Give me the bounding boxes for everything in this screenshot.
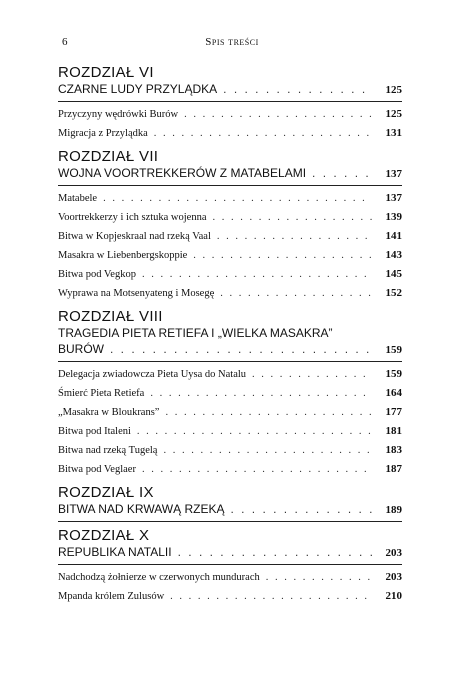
- table-of-contents: [58, 65, 402, 612]
- toc-entry[interactable]: [58, 105, 402, 124]
- toc-entry[interactable]: [58, 365, 402, 384]
- toc-entry[interactable]: [58, 189, 402, 208]
- chapter-rule-divider: [58, 185, 402, 186]
- toc-entry-label: Nadchodzą żołnierze w czerwonych mundurach: [58, 572, 260, 583]
- toc-entry-page-number: 131: [385, 127, 402, 139]
- toc-entry[interactable]: [58, 246, 402, 265]
- toc-entry[interactable]: [58, 460, 402, 479]
- toc-entry-label: Wyprawa na Motsenyateng i Mosegę: [58, 288, 215, 299]
- toc-entry-page-number: 125: [385, 108, 402, 120]
- toc-entry-label: Mpanda królem Zulusów: [58, 591, 165, 602]
- toc-entry-page-number: 139: [385, 211, 402, 223]
- toc-entry[interactable]: [58, 403, 402, 422]
- chapter-rule-divider: [58, 564, 402, 565]
- toc-entry-page-number: 181: [385, 425, 402, 437]
- chapter-number: ROZDZIAŁ VII: [58, 148, 159, 165]
- toc-entry-page-number: 137: [385, 192, 402, 204]
- toc-entry[interactable]: [58, 587, 402, 606]
- toc-entry-label: Śmierć Pieta Retiefa: [58, 388, 145, 399]
- toc-entry[interactable]: [58, 441, 402, 460]
- chapter-section: [58, 149, 402, 303]
- dot-leader: [142, 461, 372, 479]
- dot-leader: [103, 190, 372, 208]
- dot-leader: [252, 366, 372, 384]
- chapter-number: ROZDZIAŁ X: [58, 527, 150, 544]
- toc-entry-page-number: 203: [385, 571, 402, 583]
- dot-leader: [178, 544, 372, 560]
- dot-leader: [266, 569, 372, 587]
- toc-entry-page-number: 145: [385, 268, 402, 280]
- chapter-title: BITWA NAD KRWAWĄ RZEKĄ: [58, 502, 225, 516]
- dot-leader: [165, 404, 372, 422]
- chapter-title: BURÓW: [58, 342, 104, 356]
- toc-entry[interactable]: [58, 384, 402, 403]
- chapter-number: ROZDZIAŁ IX: [58, 484, 154, 501]
- chapter-title-row[interactable]: [58, 341, 402, 358]
- dot-leader: [230, 501, 372, 517]
- chapter-section: [58, 309, 402, 479]
- dot-leader: [110, 341, 372, 357]
- toc-entry-label: Voortrekkerzy i ich sztuka wojenna: [58, 212, 207, 223]
- toc-entry-page-number: 164: [385, 387, 402, 399]
- dot-leader: [312, 165, 372, 181]
- chapter-page-number: 203: [385, 547, 402, 559]
- dot-leader: [193, 247, 372, 265]
- toc-entry[interactable]: [58, 265, 402, 284]
- toc-entry[interactable]: [58, 568, 402, 587]
- dot-leader: [213, 209, 372, 227]
- page-number: 6: [62, 36, 68, 48]
- toc-entry-label: Delegacja zwiadowcza Pieta Uysa do Natalu: [58, 369, 247, 380]
- toc-entry[interactable]: [58, 208, 402, 227]
- toc-entry-page-number: 152: [385, 287, 402, 299]
- toc-entry[interactable]: [58, 227, 402, 246]
- dot-leader: [150, 385, 372, 403]
- chapter-title: WOJNA VOORTREKKERÓW Z MATABELAMI: [58, 166, 307, 180]
- toc-entry-label: Bitwa pod Vegkop: [58, 269, 136, 280]
- toc-entry[interactable]: [58, 124, 402, 143]
- toc-entry-label: Bitwa pod Veglaer: [58, 464, 136, 475]
- dot-leader: [184, 106, 372, 124]
- toc-entry-label: Matabele: [58, 193, 98, 204]
- toc-entry-page-number: 183: [385, 444, 402, 456]
- dot-leader: [220, 285, 372, 303]
- chapter-rule-divider: [58, 361, 402, 362]
- chapter-title-row[interactable]: [58, 544, 402, 561]
- dot-leader: [170, 588, 372, 606]
- dot-leader: [223, 81, 372, 97]
- chapter-page-number: 159: [385, 344, 402, 356]
- toc-entry-label: Przyczyny wędrówki Burów: [58, 109, 179, 120]
- running-title: Spis treści: [205, 36, 259, 48]
- chapter-title-line: TRAGEDIA PIETA RETIEFA I „WIELKA MASAKRA”: [58, 326, 333, 340]
- toc-entry-label: Bitwa nad rzeką Tugelą: [58, 445, 158, 456]
- toc-entry-page-number: 187: [385, 463, 402, 475]
- toc-entry-page-number: 177: [385, 406, 402, 418]
- chapter-rule-divider: [58, 521, 402, 522]
- toc-entry-page-number: 143: [385, 249, 402, 261]
- chapter-number: ROZDZIAŁ VI: [58, 64, 154, 81]
- toc-entry-label: Bitwa pod Italeni: [58, 426, 131, 437]
- chapter-section: [58, 528, 402, 606]
- dot-leader: [154, 125, 372, 143]
- toc-entry-page-number: 210: [385, 590, 402, 602]
- chapter-rule-divider: [58, 101, 402, 102]
- chapter-title-row[interactable]: [58, 81, 402, 98]
- chapter-section: [58, 485, 402, 522]
- chapter-number: ROZDZIAŁ VIII: [58, 308, 163, 325]
- chapter-page-number: 137: [385, 168, 402, 180]
- dot-leader: [137, 423, 372, 441]
- toc-entry-label: Masakra w Liebenbergskoppie: [58, 250, 188, 261]
- page-header: [62, 36, 402, 50]
- chapter-title: CZARNE LUDY PRZYLĄDKA: [58, 82, 218, 96]
- chapter-title-row[interactable]: [58, 165, 402, 182]
- toc-entry-label: Migracja z Przylądka: [58, 128, 148, 139]
- chapter-title: REPUBLIKA NATALII: [58, 545, 172, 559]
- toc-entry-page-number: 141: [385, 230, 402, 242]
- chapter-page-number: 189: [385, 504, 402, 516]
- toc-entry[interactable]: [58, 422, 402, 441]
- toc-entry-label: Bitwa w Kopjeskraal nad rzeką Vaal: [58, 231, 211, 242]
- chapter-title-row[interactable]: [58, 501, 402, 518]
- chapter-page-number: 125: [385, 84, 402, 96]
- toc-entry-label: „Masakra w Bloukrans”: [58, 407, 160, 418]
- chapter-section: [58, 65, 402, 143]
- toc-entry[interactable]: [58, 284, 402, 303]
- dot-leader: [142, 266, 372, 284]
- dot-leader: [217, 228, 372, 246]
- dot-leader: [163, 442, 372, 460]
- toc-entry-page-number: 159: [385, 368, 402, 380]
